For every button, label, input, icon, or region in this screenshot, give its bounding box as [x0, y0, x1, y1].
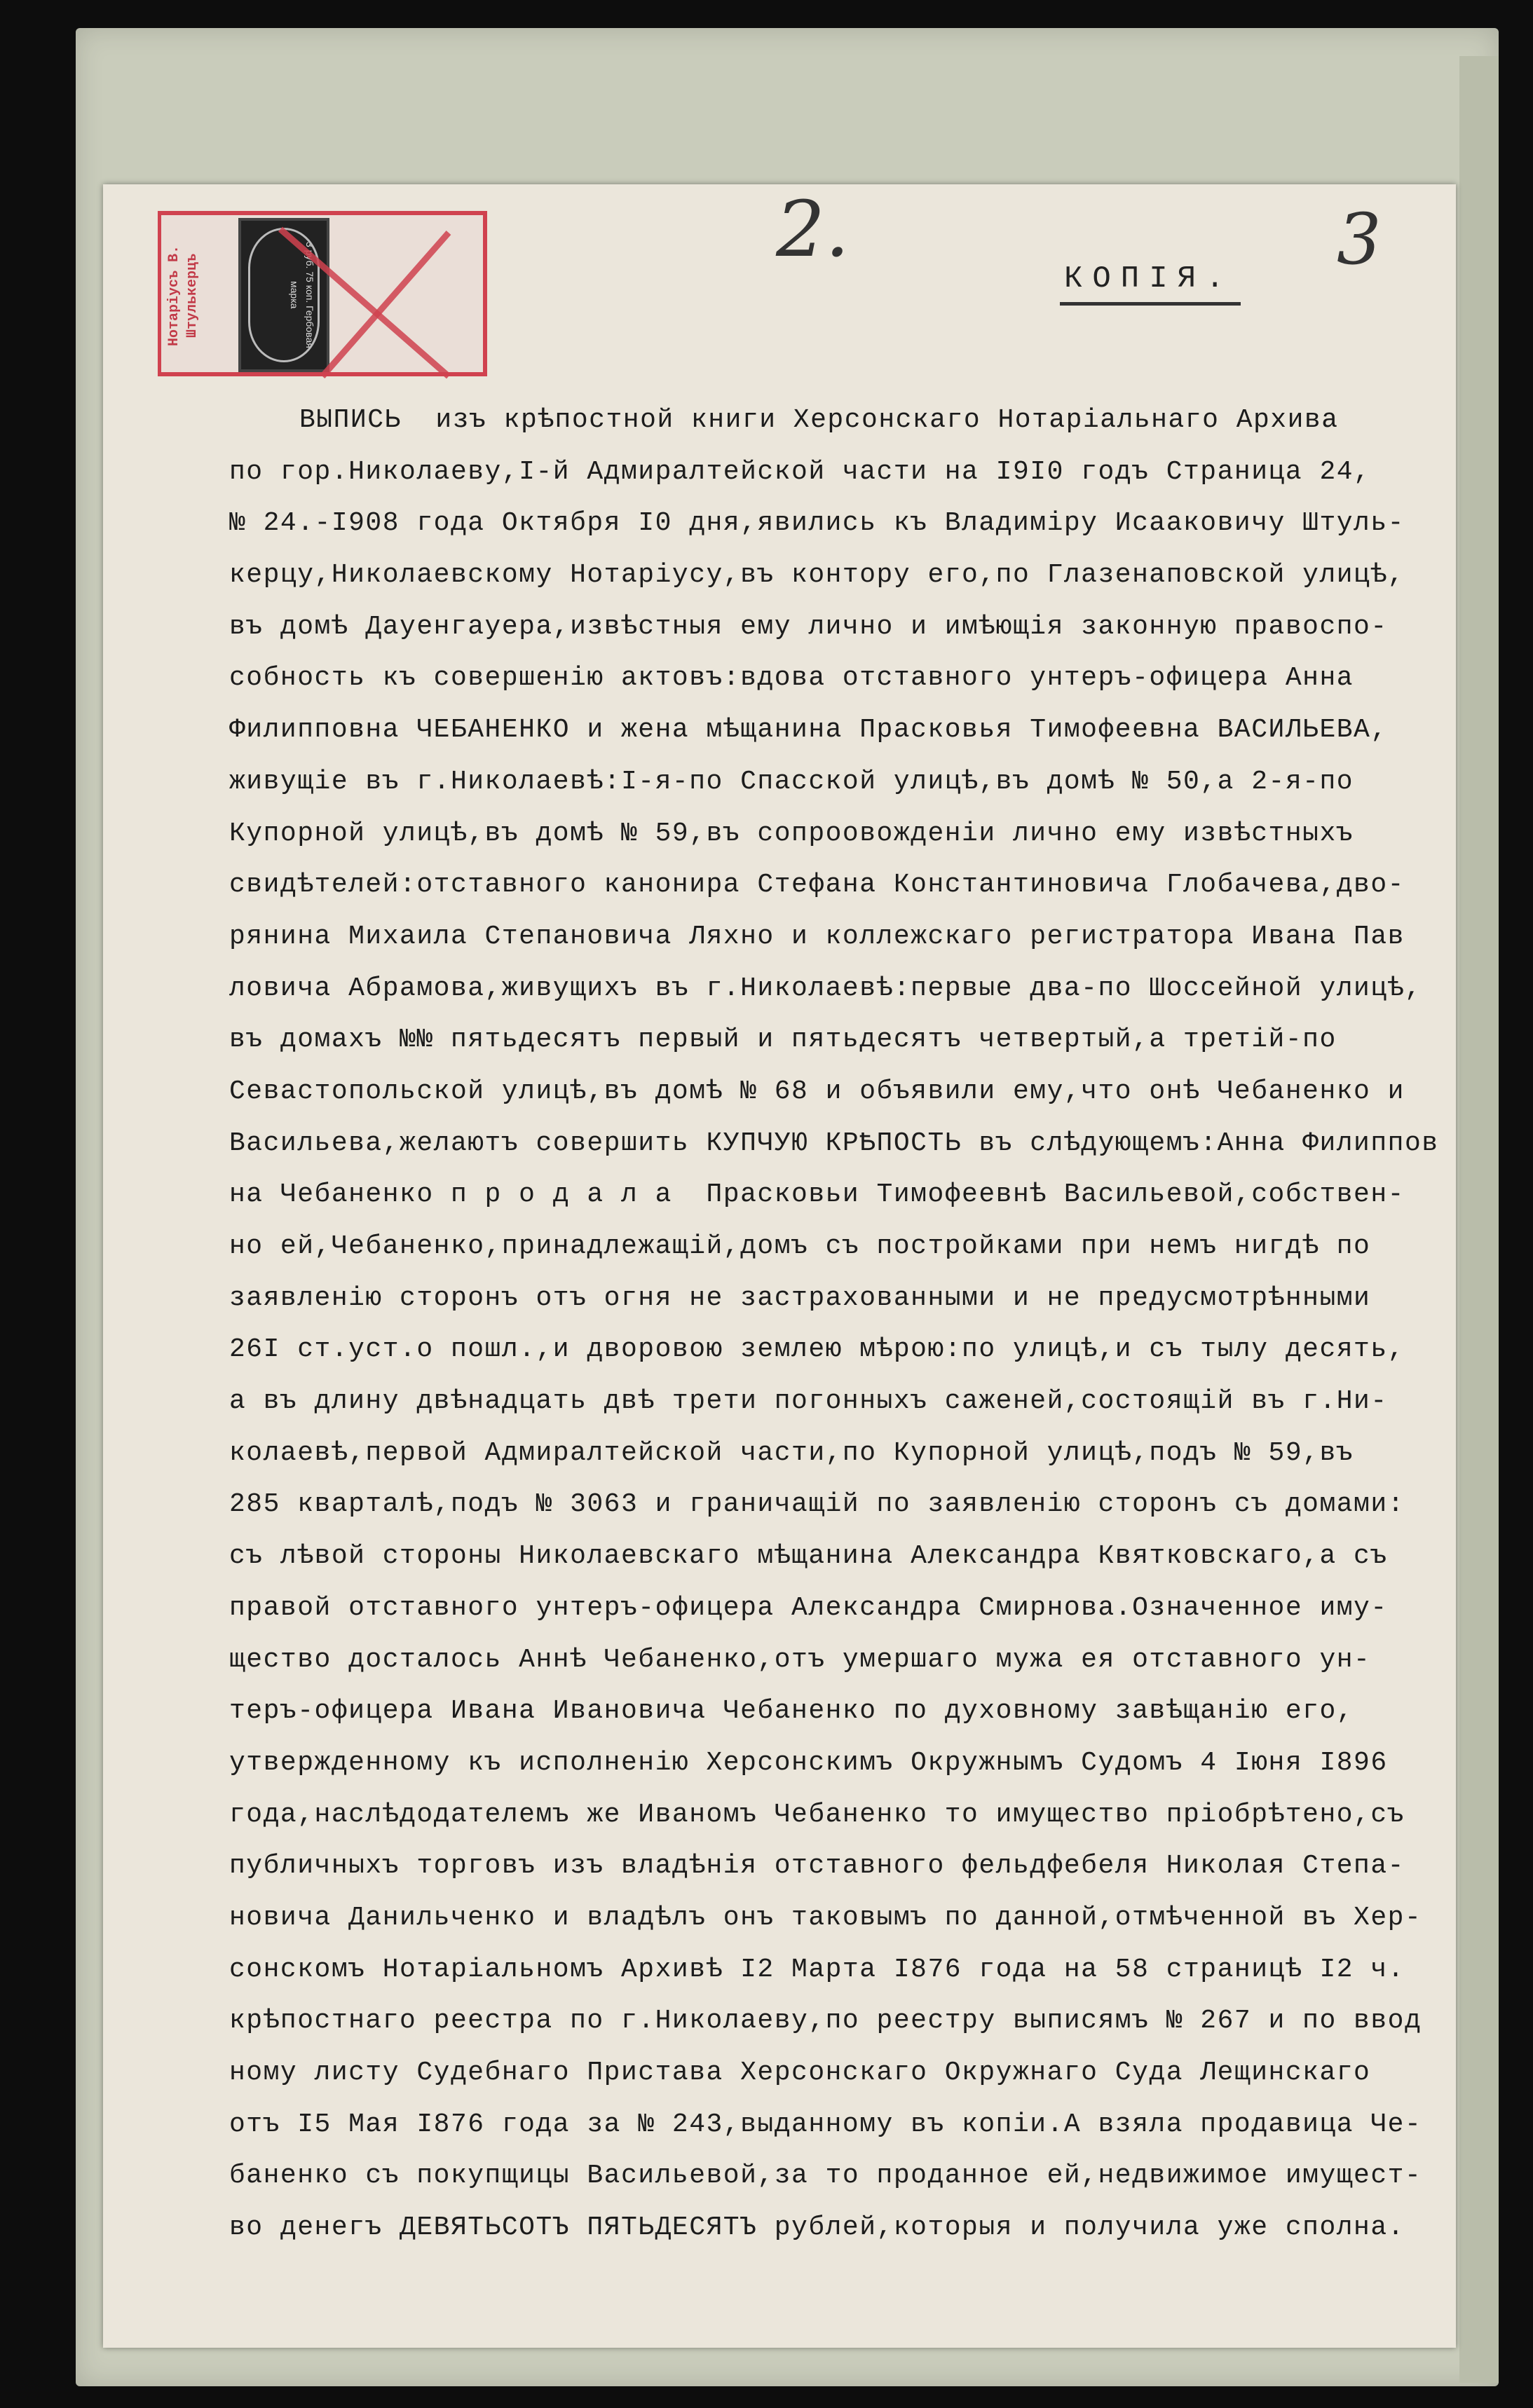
- text-line: въ домахъ №№ пятьдесятъ первый и пятьдесятъ четвертый,а третій-по: [229, 1025, 1337, 1055]
- text-line: Васильева,желаютъ совершить КУПЧУЮ КРѢПОСТЬ въ слѣдующемъ:Анна Филиппов: [229, 1128, 1439, 1158]
- text-line: а въ длину двѣнадцать двѣ трети погонныхъ саженей,состоящій въ г.Ни-: [229, 1386, 1388, 1417]
- notary-stamp: [158, 211, 487, 376]
- text-line: утвержденному къ исполненію Херсонскимъ Окружнымъ Судомъ 4 Іюня I896: [229, 1747, 1388, 1778]
- document-title: КОПІЯ.: [1060, 261, 1241, 306]
- text-line: ному листу Судебнаго Пристава Херсонскаго Окружнаго Суда Лещинскаго: [229, 2058, 1371, 2088]
- handwritten-page-number: 2.: [776, 184, 850, 274]
- text-line: Купорной улицѣ,въ домѣ № 59,въ сопроовожденіи лично ему извѣстныхъ: [229, 818, 1354, 849]
- text-line: года,наслѣдодателемъ же Иваномъ Чебаненко то имущество пріобрѣтено,съ: [229, 1799, 1405, 1830]
- text-line: публичныхъ торговъ изъ владѣнія отставного фельдфебеля Николая Степа-: [229, 1851, 1405, 1882]
- text-line: заявленію сторонъ отъ огня не застрахованными и не предусмотрѣнными: [229, 1282, 1371, 1313]
- text-line: ловича Абрамова,живущихъ въ г.Николаевѣ:первые два-по Шоссейной улицѣ,: [229, 973, 1422, 1004]
- text-line: керцу,Николаевскому Нотаріусу,въ контору его,по Глазенаповской улицѣ,: [229, 560, 1405, 591]
- text-line: въ домѣ Дауенгауера,извѣстныя ему лично и имѣющія законную правоспо-: [229, 611, 1388, 642]
- text-line: по гор.Николаеву,I-й Адмиралтейской части на I9I0 годъ Страница 24,: [229, 456, 1371, 487]
- text-line: собность къ совершенію актовъ:вдова отставного унтеръ-офицера Анна: [229, 663, 1354, 694]
- text-line: во денегъ ДЕВЯТЬСОТЪ ПЯТЬДЕСЯТЪ рублей,которыя и получила уже сполна.: [229, 2212, 1405, 2243]
- text-line: отъ I5 Мая I876 года за № 243,выданному въ копіи.А взяла продавица Че-: [229, 2109, 1422, 2140]
- folder-edge: [1459, 56, 1499, 2383]
- document-body-text: [229, 395, 1442, 2254]
- text-line: живущіе въ г.Николаевѣ:I-я-по Спасской улицѣ,въ домѣ № 50,а 2-я-по: [229, 766, 1354, 797]
- handwritten-folio-number: 3: [1337, 198, 1382, 280]
- text-line: колаевѣ,первой Адмиралтейской части,по Купорной улицѣ,подъ № 59,въ: [229, 1437, 1354, 1468]
- text-line: но ей,Чебаненко,принадлежащій,домъ съ постройками при немъ нигдѣ по: [229, 1231, 1371, 1261]
- text-line: баненко съ покупщицы Васильевой,за то проданное ей,недвижимое имущест-: [229, 2161, 1422, 2191]
- text-line: крѣпостнаго реестра по г.Николаеву,по реестру выписямъ № 267 и по ввод: [229, 2006, 1422, 2037]
- document-page: [103, 184, 1456, 2348]
- text-line: на Чебаненко п р о д а л а Прасковьи Тимофеевнѣ Васильевой,собствен-: [229, 1179, 1405, 1210]
- text-line: правой отставного унтеръ-офицера Александра Смирнова.Означенное иму-: [229, 1592, 1388, 1623]
- text-line: рянина Михаила Степановича Ляхно и коллежскаго регистратора Ивана Пав: [229, 921, 1405, 952]
- text-line: Севастопольской улицѣ,въ домѣ № 68 и объявили ему,что онѣ Чебаненко и: [229, 1076, 1405, 1107]
- text-line: Филипповна ЧЕБАНЕНКО и жена мѣщанина Прасковья Тимофеевна ВАСИЛЬЕВА,: [229, 715, 1388, 746]
- text-line: № 24.-I908 года Октября I0 дня,явились къ Владиміру Исааковичу Штуль-: [229, 508, 1405, 539]
- text-line: 26I ст.уст.о пошл.,и дворовою землею мѣрою:по улицѣ,и съ тылу десять,: [229, 1334, 1405, 1365]
- text-line: новича Данильченко и владѣлъ онъ таковымъ по данной,отмѣченной въ Хер-: [229, 1902, 1422, 1933]
- text-line: 285 кварталѣ,подъ № 3063 и граничащій по заявленію сторонъ съ домами:: [229, 1489, 1405, 1520]
- text-line: сонскомъ Нотаріальномъ Архивѣ I2 Марта I876 года на 58 страницѣ I2 ч.: [229, 1954, 1405, 1985]
- text-line: съ лѣвой стороны Николаевскаго мѣщанина Александра Квятковскаго,а съ: [229, 1541, 1388, 1572]
- text-line: ВЫПИСЬ изъ крѣпостной книги Херсонскаго Нотаріальнаго Архива: [299, 405, 1339, 435]
- cancellation-cross-mark: [238, 215, 470, 381]
- text-line: щество досталось Аннѣ Чебаненко,отъ умершаго мужа ея отставного ун-: [229, 1644, 1371, 1675]
- notary-stamp-text: Нотаріусъ В. Штулькерцъ: [166, 245, 200, 347]
- text-line: свидѣтелей:отставного канонира Стефана Константиновича Глобачева,дво-: [229, 870, 1405, 901]
- revenue-stamp-text: 3 руб. 75 коп. Гербовая марка: [248, 228, 320, 362]
- text-line: теръ-офицера Ивана Ивановича Чебаненко по духовному завѣщанію его,: [229, 1696, 1354, 1727]
